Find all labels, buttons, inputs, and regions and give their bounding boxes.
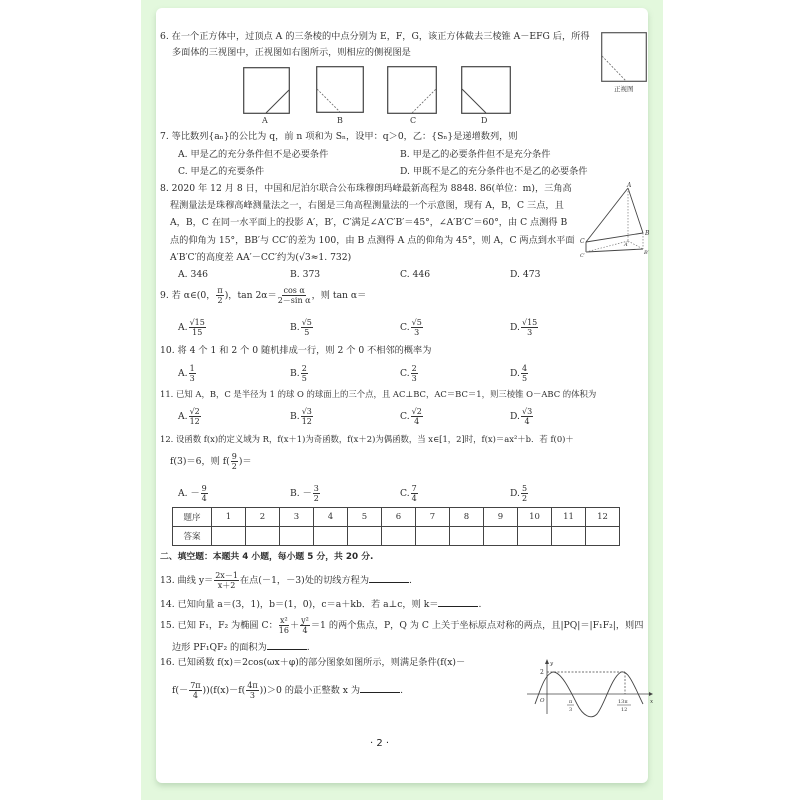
table-header-question: 题序 — [173, 508, 212, 527]
q16-line1: 16. 已知函数 f(x)＝2cos(ωx＋φ)的部分图象如图所示，则满足条件(f(x)－ — [160, 657, 466, 668]
q8-line1: 8. 2020 年 12 月 8 日，中国和尼泊尔联合公布珠穆朗玛峰最新高程为 8848. 86(单位：m)，三角高 — [160, 183, 572, 194]
q11-option-d[interactable]: D. $\frac{√3}{4}$ — [510, 407, 533, 426]
answer-cell[interactable] — [348, 527, 382, 546]
answer-table — [172, 507, 620, 546]
option-d-figure — [461, 66, 511, 114]
q12-line1: 12. 设函数 f(x)的定义域为 R，f(x＋1)为奇函数，f(x＋2)为偶函数，当 x∈[1，2]时，f(x)＝ax²＋b．若 f(0)＋ — [160, 434, 574, 444]
q8-line4: 点的仰角为 15°，BB′与 CC′的差为 100，由 B 点测得 A 点的仰角为 45°，则 A，C 两点到水平面 — [170, 235, 575, 246]
table-cell: 6 — [382, 508, 416, 527]
q10-option-b[interactable]: B. $\frac{2}{5}$ — [290, 364, 307, 383]
q9-stem: 9. 若 α∈(0， $\frac{\pi}{2}$ )，tan 2α＝ $\frac{\text{cos α}}{\text{2－sin α}}$ ，则 tan α＝ — [160, 286, 367, 305]
svg-text:y: y — [550, 661, 554, 667]
q12-line2: f(3)＝6，则 f( $\frac{9}{2}$ )＝ — [170, 452, 252, 471]
q12-option-d[interactable]: D. $\frac{5}{2}$ — [510, 484, 528, 503]
q8-line5: A′B′C′的高度差 AA′－CC′约为(√3≈1. 732) — [170, 252, 352, 263]
table-cell: 4 — [314, 508, 348, 527]
option-b-label: B — [337, 116, 343, 125]
table-cell: 12 — [586, 508, 620, 527]
q8-option-a[interactable]: A. 346 — [178, 269, 209, 280]
q14-text: 14. 已知向量 a＝(3，1)，b＝(1，0)，c＝a＋kb．若 a⊥c，则 k＝ . — [160, 599, 482, 610]
q15-answer-blank[interactable] — [267, 640, 307, 650]
option-a-label: A — [262, 116, 268, 125]
q16-line2: f(－ $\frac{7\pi}{4}$ ))(f(x)－f( $\frac{4\pi}{3}$ ))＞0 的最小正整数 x 为 . — [172, 681, 403, 700]
answer-cell[interactable] — [314, 527, 348, 546]
table-cell: 11 — [552, 508, 586, 527]
q8-option-c[interactable]: C. 446 — [400, 269, 431, 280]
svg-text:x: x — [650, 699, 654, 705]
svg-text:13π: 13π — [618, 699, 628, 705]
q8-option-b[interactable]: B. 373 — [290, 269, 321, 280]
table-row-answers — [173, 527, 620, 546]
table-cell: 8 — [450, 508, 484, 527]
answer-cell[interactable] — [416, 527, 450, 546]
svg-text:π: π — [569, 699, 573, 705]
q9-option-a[interactable]: A. $\frac{√15}{15}$ — [178, 318, 205, 337]
q10-option-c[interactable]: C. $\frac{2}{3}$ — [400, 364, 417, 383]
q8-line3: A，B，C 在同一水平面上的投影 A′，B′，C′满足∠A′C′B′＝45°，∠A′B′C′＝60°，由 C 点测得 B — [170, 217, 568, 228]
table-cell: 10 — [518, 508, 552, 527]
q7-option-a[interactable]: A. 甲是乙的充分条件但不是必要条件 — [178, 149, 329, 160]
q9-option-d[interactable]: D. $\frac{√15}{3}$ — [510, 318, 538, 337]
q6-line1: 6. 在一个正方体中，过顶点 A 的三条棱的中点分别为 E，F，G，该正方体截去三棱锥 A－EFG 后，所得 — [160, 31, 590, 42]
svg-text:B: B — [645, 230, 650, 237]
option-c-label: C — [410, 116, 417, 125]
q9-option-c[interactable]: C. $\frac{√5}{3}$ — [400, 318, 422, 337]
q7-stem: 7. 等比数列{aₙ}的公比为 q，前 n 项和为 Sₙ，设甲：q＞0，乙：{Sₙ}是递增数列，则 — [160, 131, 518, 142]
q7-option-c[interactable]: C. 甲是乙的充要条件 — [178, 166, 265, 177]
front-view-label: 正视图 — [614, 85, 634, 93]
option-b-figure — [316, 66, 364, 113]
q13-answer-blank[interactable] — [369, 573, 409, 583]
q7-option-d[interactable]: D. 甲既不是乙的充分条件也不是乙的必要条件 — [400, 166, 588, 177]
q12-option-a[interactable]: A. － $\frac{9}{4}$ — [178, 484, 207, 503]
answer-cell[interactable] — [246, 527, 280, 546]
svg-text:2: 2 — [540, 669, 544, 676]
svg-text:3: 3 — [569, 707, 573, 713]
svg-text:C′: C′ — [580, 253, 585, 259]
table-cell: 3 — [280, 508, 314, 527]
svg-text:A′: A′ — [624, 242, 629, 248]
answer-cell[interactable] — [280, 527, 314, 546]
q11-option-b[interactable]: B. $\frac{√3}{12}$ — [290, 407, 312, 426]
table-cell: 1 — [212, 508, 246, 527]
q7-option-b[interactable]: B. 甲是乙的必要条件但不是充分条件 — [400, 149, 551, 160]
q12-option-c[interactable]: C. $\frac{7}{4}$ — [400, 484, 417, 503]
answer-cell[interactable] — [586, 527, 620, 546]
q12-option-b[interactable]: B. － $\frac{3}{2}$ — [290, 484, 319, 503]
table-cell: 7 — [416, 508, 450, 527]
option-a-figure — [243, 67, 290, 114]
q11-stem: 11. 已知 A，B，C 是半径为 1 的球 O 的球面上的三个点，且 AC⊥BC，AC＝BC＝1，则三棱锥 O－ABC 的体积为 — [160, 389, 597, 399]
answer-cell[interactable] — [484, 527, 518, 546]
svg-text:C: C — [580, 238, 585, 245]
page-number: · 2 · — [370, 738, 390, 749]
answer-cell[interactable] — [212, 527, 246, 546]
q15-line1: 15. 已知 F₁，F₂ 为椭圆 C： $\frac{\text{x²}}{16}$ ＋ $\frac{\text{y²}}{4}$ ＝1 的两个焦点，P，Q 为 C 上关于坐标原点对称的两点，且|PQ|＝|F₁F₂|，则四 — [160, 616, 644, 635]
front-view-figure — [601, 32, 647, 82]
table-cell: 5 — [348, 508, 382, 527]
table-cell: 2 — [246, 508, 280, 527]
svg-text:O: O — [540, 698, 545, 704]
q10-option-d[interactable]: D. $\frac{4}{5}$ — [510, 364, 528, 383]
q8-option-d[interactable]: D. 473 — [510, 269, 541, 280]
q9-option-b[interactable]: B. $\frac{√5}{5}$ — [290, 318, 312, 337]
table-header-answer: 答案 — [173, 527, 212, 546]
table-row-question-numbers — [173, 508, 620, 527]
table-cell: 9 — [484, 508, 518, 527]
option-c-figure — [387, 66, 437, 114]
answer-cell[interactable] — [382, 527, 416, 546]
answer-cell[interactable] — [450, 527, 484, 546]
q8-line2: 程测量法是珠穆高峰测量法之一，右图是三角高程测量法的一个示意图，现有 A，B，C 三点，且 — [170, 200, 564, 211]
answer-cell[interactable] — [552, 527, 586, 546]
q13-text: 13. 曲线 y＝ $\frac{2x-1}{x+2}$ 在点(－1，－3)处的切线方程为 . — [160, 571, 412, 590]
q10-option-a[interactable]: A. $\frac{1}{3}$ — [178, 364, 195, 383]
q10-stem: 10. 将 4 个 1 和 2 个 0 随机排成一行，则 2 个 0 不相邻的概率为 — [160, 345, 432, 356]
answer-cell[interactable] — [518, 527, 552, 546]
q16-answer-blank[interactable] — [360, 683, 400, 693]
q14-answer-blank[interactable] — [438, 597, 478, 607]
section2-heading: 二、填空题：本题共 4 小题，每小题 5 分，共 20 分. — [160, 552, 374, 562]
option-d-label: D — [481, 116, 488, 125]
q15-line2: 边形 PF₁QF₂ 的面积为 . — [172, 642, 310, 653]
q8-triangulation-figure — [580, 180, 652, 260]
q16-cosine-graph — [525, 658, 655, 718]
svg-text:B′: B′ — [644, 250, 649, 256]
q6-line2: 多面体的三视图中，正视图如右图所示，则相应的侧视图是 — [172, 47, 411, 58]
svg-text:12: 12 — [621, 707, 628, 713]
q11-option-a[interactable]: A. $\frac{√2}{12}$ — [178, 407, 200, 426]
svg-text:A: A — [627, 182, 632, 189]
q11-option-c[interactable]: C. $\frac{√2}{4}$ — [400, 407, 422, 426]
